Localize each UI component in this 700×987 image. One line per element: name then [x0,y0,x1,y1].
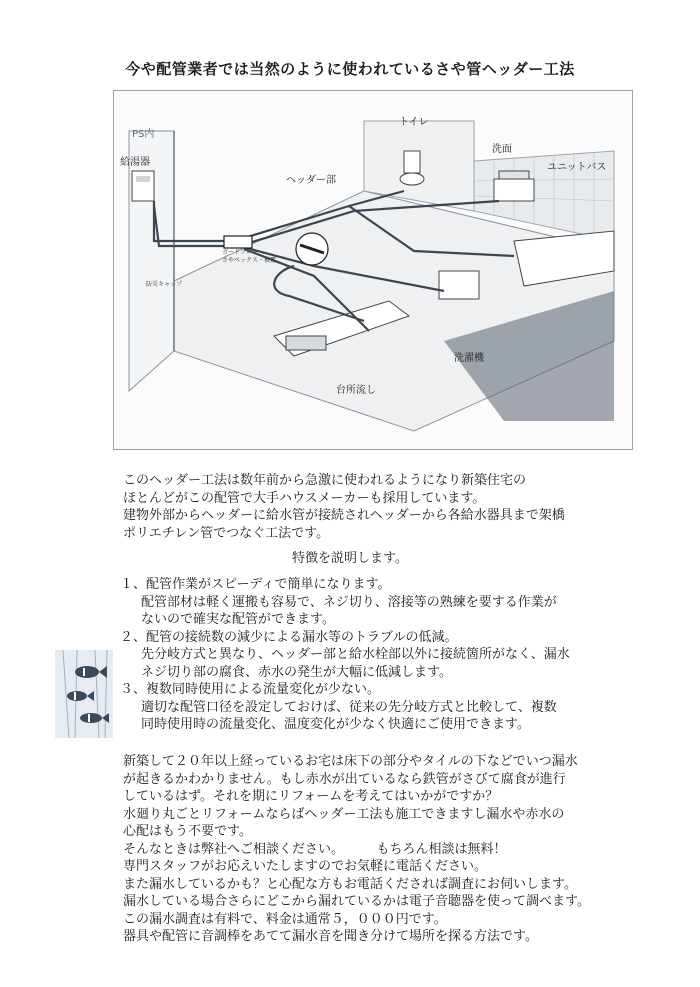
feature-2-line: 先分岐方式と異なり、ヘッダー部と給水栓部以外に接続箇所がなく、漏水 [141,647,570,662]
feature-2-title: ２、配管の接続数の減少による漏水等のトラブルの低減。 [120,629,458,645]
intro-line: ポリエチレン管でつなぐ工法です。 [123,525,330,541]
feature-2-line: ネジ切り部の腐食、赤水の発生が大幅に低減します。 [141,664,452,680]
feature-1-line: ないので確実な配管ができます。 [141,612,335,627]
feature-3-line: 適切な配管口径を設定しておけば、従来の先分岐方式と比較して、複数 [141,699,557,715]
body-line: 専門スタッフがお応えいたしますのでお気軽に電話ください。 [123,859,488,874]
label-unit-bath: ユニットバス [547,162,607,173]
feature-1-line: 配管部材は軽く運搬も容易で、ネジ切り、溶接等の熟練を要する作業が [141,594,557,610]
body-line: が起きるかわかりません。もし赤水が出ているなら鉄管がさびて腐食が進行 [123,771,566,787]
label-washing-machine: 洗濯機 [454,353,484,364]
label-water-heater: 給湯器 [120,157,150,168]
label-protect-cap: 防災キャップ [146,281,183,288]
fish-decoration-icon [55,650,113,738]
features-list [120,576,620,734]
body-line: 漏水している場合さらにどこから漏れているかは電子音聴器を使って調べます。 [123,894,590,909]
body-line: 新築して２０年以上経っているお宅は床下の部分やタイルの下などでいつ漏水 [123,754,578,769]
intro-line: ほとんどがこの配管で大手ハウスメーカーも採用しています。 [123,490,486,506]
intro-line: このヘッダー工法は数年前から急激に使われるようになり新築住宅の [123,473,527,488]
feature-1-title: １、配管作業がスピーディで簡単になります。 [120,577,391,592]
label-toilet: トイレ [399,117,429,128]
body-line: また漏水しているかも？と心配な方もお電話くだされば調査にお伺いします。 [123,876,577,892]
features-heading: 特徴を説明します。 [292,551,408,566]
header-piping-illustration [113,90,633,450]
intro-line: 建物外部からヘッダーに給水管が接続されヘッダーから各給水器具まで架橋 [123,508,565,523]
consultation-paragraph [123,753,603,946]
label-guard-flex: ガードフレキ [222,249,258,256]
label-washbasin: 洗面 [492,144,512,155]
label-header: ヘッダー部 [286,175,336,186]
feature-3-line: 同時使用時の流量変化、温度変化が少なく快適にご使用できます。 [141,717,530,732]
label-kitchen-sink: 台所流し [336,385,376,396]
feature-3-title: ３、複数同時使用による流量変化が少ない。 [120,682,381,697]
intro-paragraph [123,472,603,542]
body-line: 水廻り丸ごとリフォームならばヘッダー工法も施工できますし漏水や赤水の [123,806,565,822]
label-ps: PS内 [132,129,155,140]
page-title: 今や配管業者では当然のように使われているさや管ヘッダー工法 [125,60,575,78]
label-sayapex: さやペックス・被覆 [222,257,276,264]
body-line: この漏水調査は有料で、料金は通常５，０００円です。 [123,911,447,927]
body-line: しているはず。それを期にリフォームを考えてはいかがですか？ [123,789,499,804]
body-line: 器具や配管に音調棒をあてて漏水音を聞き分けて場所を探る方法です。 [123,929,538,944]
body-line: そんなときは弊社へご相談ください。 もちろん相談は無料！ [123,841,507,857]
body-line: 心配はもう不要です。 [123,824,252,839]
